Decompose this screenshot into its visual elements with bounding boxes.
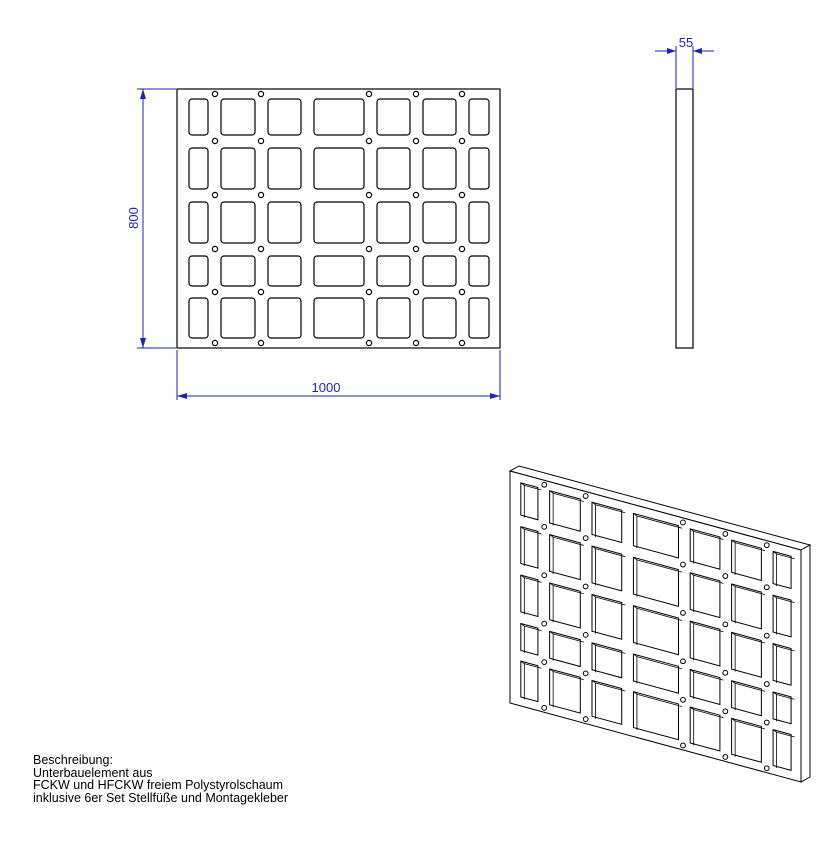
mounting-hole xyxy=(459,340,464,345)
front-pocket xyxy=(189,99,208,135)
front-pocket xyxy=(314,99,364,135)
front-pocket xyxy=(469,99,489,135)
front-pocket xyxy=(268,298,301,338)
front-pocket xyxy=(423,99,456,135)
front-pocket xyxy=(314,148,364,189)
front-panel-outline xyxy=(177,89,500,348)
mounting-hole xyxy=(413,91,418,96)
width-dimension xyxy=(177,350,500,400)
mounting-hole xyxy=(366,289,371,294)
front-pocket xyxy=(268,99,301,135)
mounting-hole xyxy=(366,192,371,197)
mounting-hole xyxy=(413,192,418,197)
front-pocket xyxy=(221,148,255,189)
front-pocket xyxy=(221,256,255,286)
mounting-hole xyxy=(459,138,464,143)
iso-front-face xyxy=(510,471,801,782)
width-label: 1000 xyxy=(311,380,341,395)
mounting-hole xyxy=(459,246,464,251)
description-block xyxy=(33,754,288,804)
mounting-hole xyxy=(258,138,263,143)
front-pocket xyxy=(221,298,255,338)
front-pocket xyxy=(189,256,208,286)
description-line-3: inklusive 6er Set Stellfüße und Montagekleber xyxy=(33,790,289,805)
mounting-hole xyxy=(258,246,263,251)
front-pocket xyxy=(377,256,410,286)
front-view xyxy=(177,89,500,348)
mounting-hole xyxy=(212,340,217,345)
front-pocket xyxy=(377,99,410,135)
mounting-hole xyxy=(413,246,418,251)
front-pocket xyxy=(469,256,489,286)
mounting-hole xyxy=(459,192,464,197)
description-heading: Beschreibung: xyxy=(33,753,113,767)
front-pocket xyxy=(314,298,364,338)
front-pocket xyxy=(268,256,301,286)
mounting-hole xyxy=(212,138,217,143)
height-label: 800 xyxy=(126,207,141,229)
front-pocket xyxy=(423,202,456,243)
mounting-hole xyxy=(212,192,217,197)
mounting-hole xyxy=(366,91,371,96)
front-pocket xyxy=(469,148,489,189)
mounting-hole xyxy=(258,289,263,294)
front-pocket xyxy=(189,298,208,338)
front-pocket xyxy=(268,148,301,189)
front-pocket xyxy=(268,202,301,243)
mounting-hole xyxy=(413,138,418,143)
mounting-hole xyxy=(258,340,263,345)
iso-side-face xyxy=(801,545,810,782)
front-pocket xyxy=(377,298,410,338)
mounting-hole xyxy=(459,289,464,294)
mounting-hole xyxy=(258,192,263,197)
front-pocket xyxy=(314,256,364,286)
mounting-hole xyxy=(366,138,371,143)
mounting-hole xyxy=(212,91,217,96)
mounting-hole xyxy=(413,289,418,294)
front-pocket xyxy=(314,202,364,243)
isometric-view xyxy=(510,466,810,782)
mounting-hole xyxy=(413,340,418,345)
front-pocket xyxy=(189,148,208,189)
front-pocket xyxy=(469,202,489,243)
mounting-hole xyxy=(459,91,464,96)
description-line-2: FCKW und HFCKW freiem Polystyrolschaum xyxy=(33,778,284,792)
front-pocket xyxy=(221,99,255,135)
front-pocket xyxy=(377,202,410,243)
side-panel-outline xyxy=(676,89,693,348)
description-line-1: Unterbauelement aus xyxy=(33,765,153,780)
mounting-hole xyxy=(258,91,263,96)
side-view xyxy=(676,89,693,348)
front-pocket xyxy=(469,298,489,338)
front-pocket xyxy=(423,256,456,286)
front-pocket xyxy=(423,298,456,338)
mounting-hole xyxy=(366,246,371,251)
front-pocket xyxy=(423,148,456,189)
height-dimension xyxy=(126,89,176,348)
front-pocket xyxy=(377,148,410,189)
thickness-label: 55 xyxy=(678,35,694,50)
front-pocket xyxy=(221,202,255,243)
mounting-hole xyxy=(366,340,371,345)
mounting-hole xyxy=(212,289,217,294)
front-pocket xyxy=(189,202,208,243)
thickness-dimension xyxy=(655,35,714,88)
mounting-hole xyxy=(212,246,217,251)
